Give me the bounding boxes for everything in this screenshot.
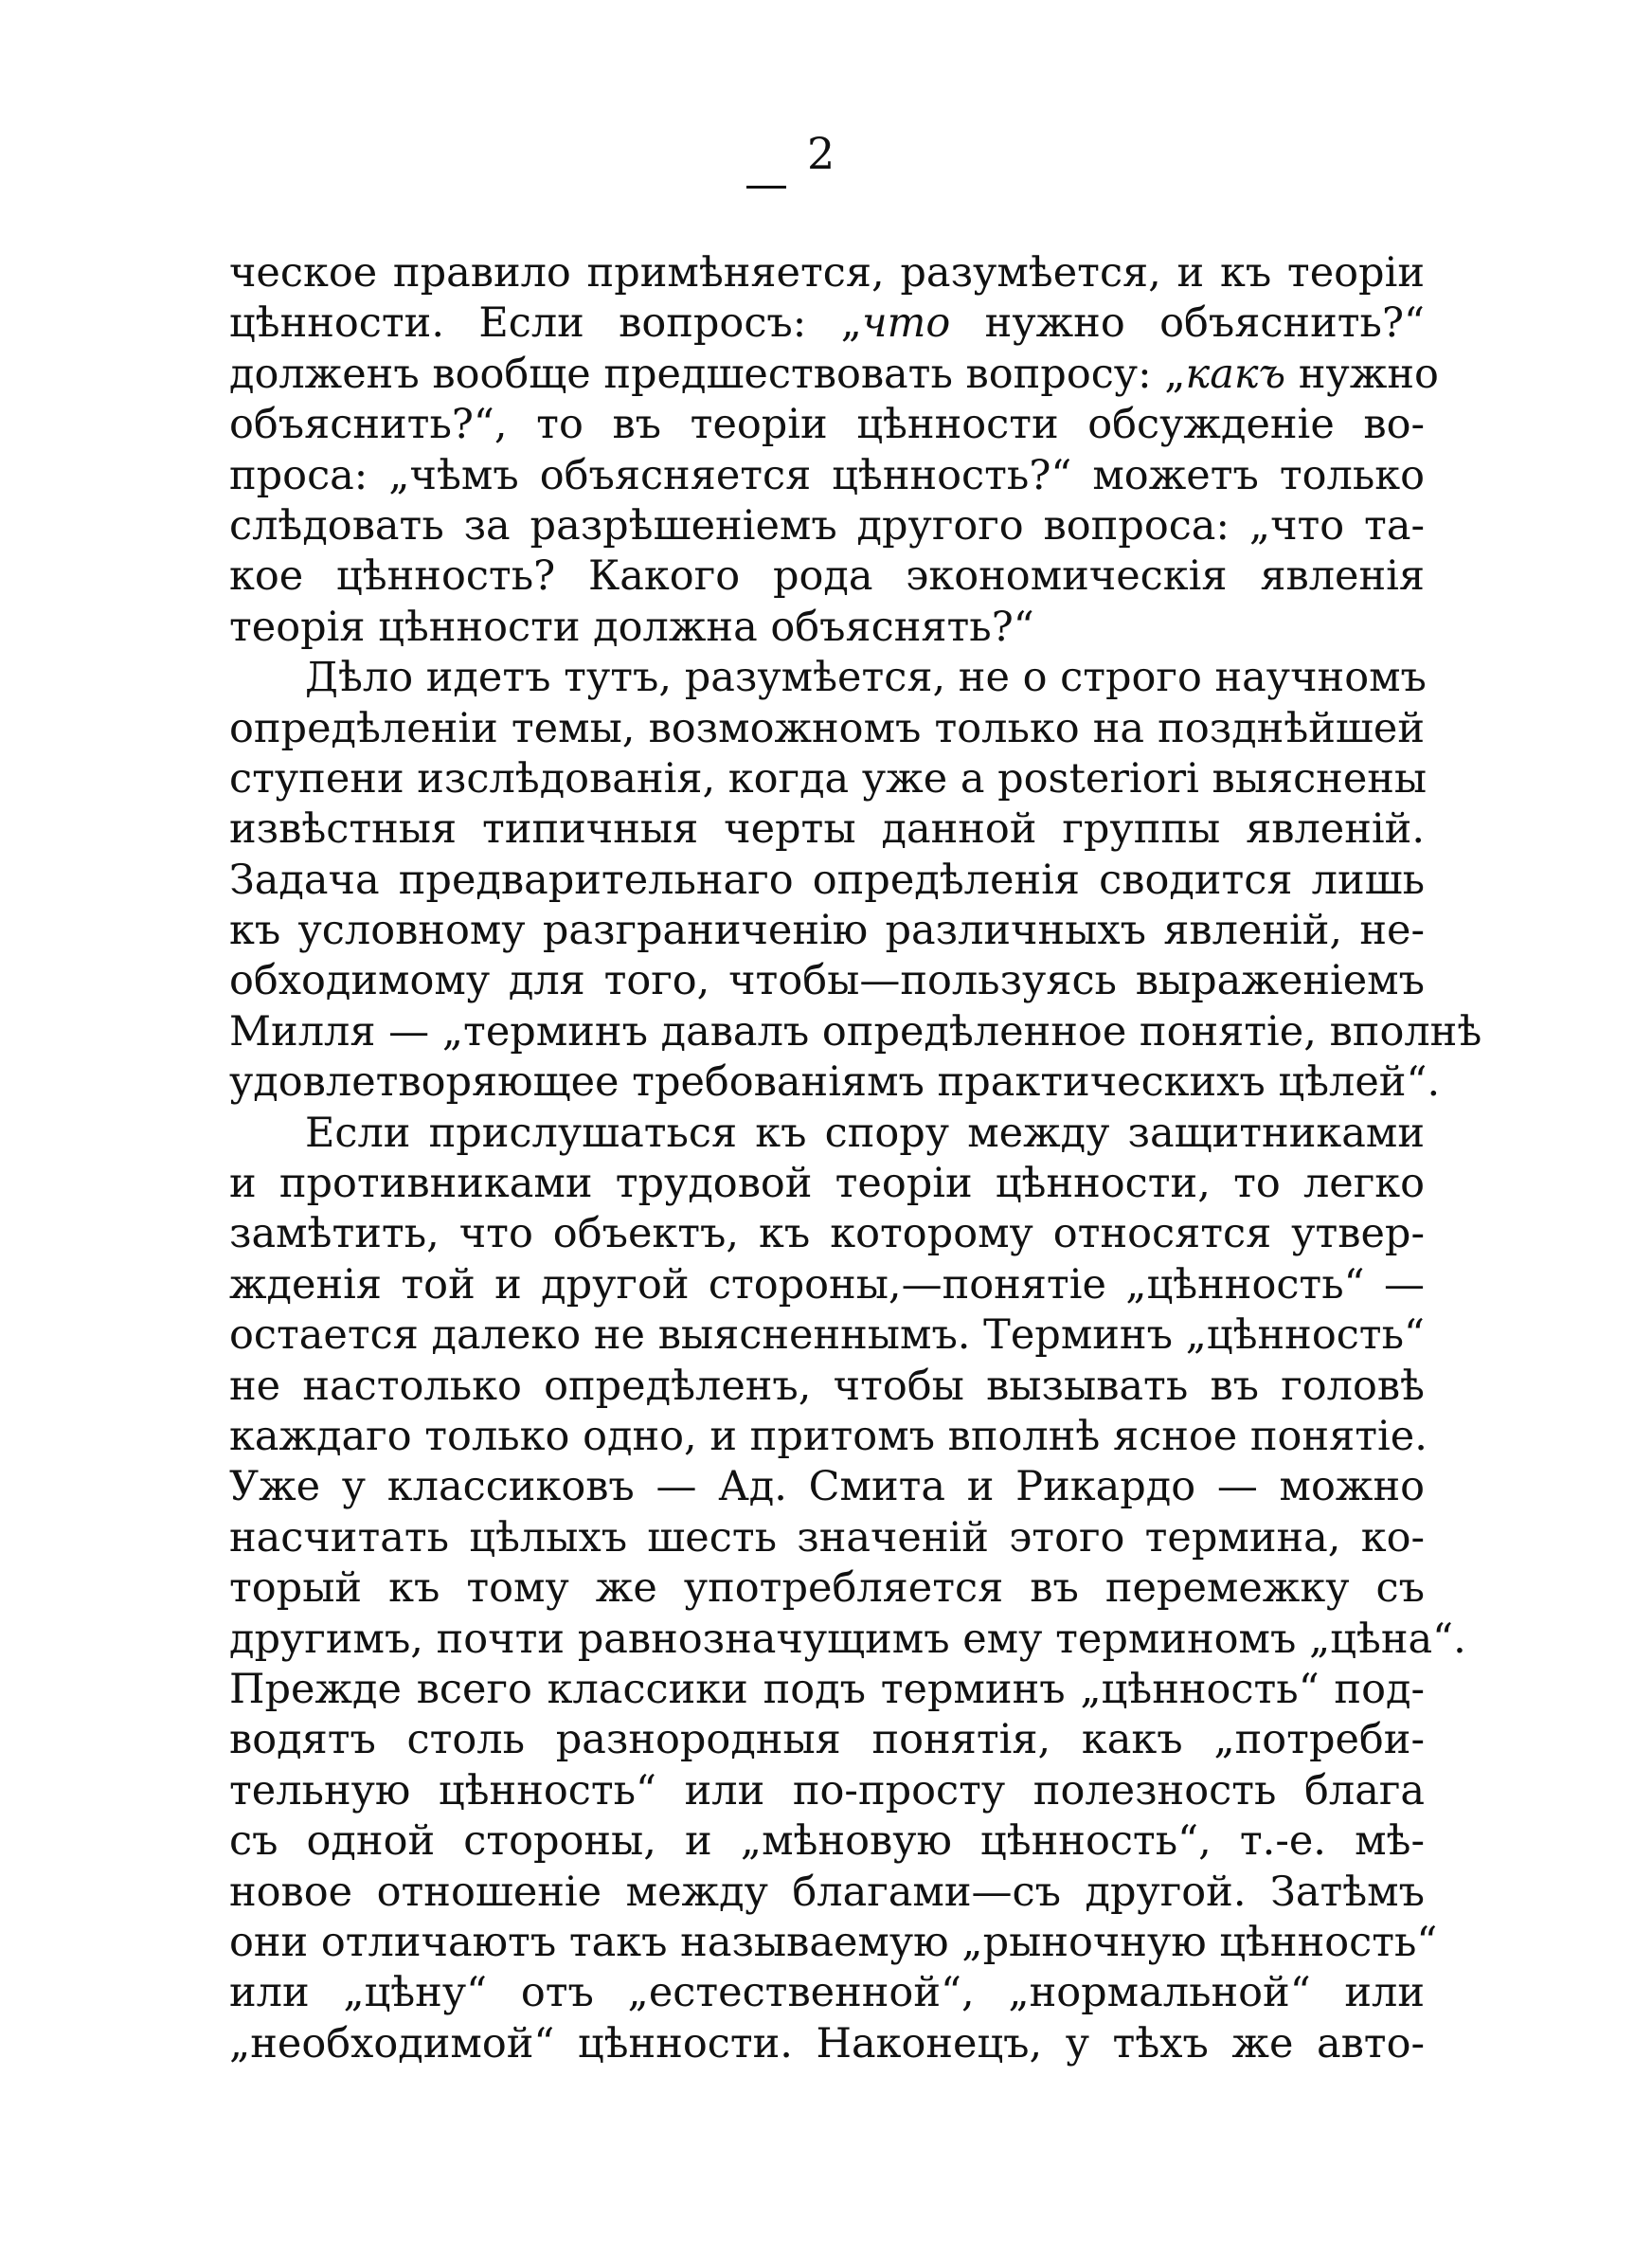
text-line: „необходимой“ цѣнности. Наконецъ, у тѣхъ же авто- (229, 2019, 1425, 2067)
text-line: объяснить?“, то въ теоріи цѣнности обсужденіе во- (229, 401, 1425, 449)
text-line: Задача предварительнаго опредѣленія сводится лишь (229, 856, 1425, 904)
text-line: тельную цѣнность“ или по-просту полезность блага (229, 1766, 1425, 1815)
text-line: обходимому для того, чтобы—пользуясь выраженіемъ (229, 957, 1425, 1005)
text-line: съ одной стороны, и „мѣновую цѣнность“, т.-е. мѣ- (229, 1817, 1425, 1866)
text-line: новое отношеніе между благами—съ другой. Затѣмъ (229, 1868, 1425, 1916)
text-line: остается далеко не выясненнымъ. Терминъ „цѣнность“ (229, 1311, 1425, 1360)
text-line: проса: „чѣмъ объясняется цѣнность?“ можетъ только (229, 451, 1425, 499)
text-line: теорія цѣнности должна объяснять?“ (229, 603, 1034, 651)
text-line: торый къ тому же употребляется въ перемежку съ (229, 1564, 1425, 1613)
text-line: жденія той и другой стороны,—понятіе „цѣнность“ — (229, 1260, 1425, 1309)
text-line: замѣтить, что объектъ, къ которому относятся утвер- (229, 1210, 1425, 1258)
text-line: кое цѣнность? Какого рода экономическія явленія (229, 552, 1425, 601)
text-line: другимъ, почти равнозначущимъ ему терминомъ „цѣна“. (229, 1615, 1466, 1663)
text-line: Уже у классиковъ — Ад. Смита и Рикардо — можно (229, 1463, 1425, 1511)
italic-word: какъ (1185, 350, 1286, 398)
text-line: удовлетворяющее требованіямъ практическихъ цѣлей“. (229, 1058, 1441, 1107)
text-line: къ условному разграниченію различныхъ явленій, не- (229, 907, 1425, 955)
paragraph-start: Дѣло идетъ тутъ, разумѣется, не о строго научномъ (305, 654, 1427, 702)
header-dash (746, 186, 786, 189)
paragraph-start: Если прислушаться къ спору между защитниками (305, 1109, 1425, 1157)
text-line: ческое правило примѣняется, разумѣется, и къ теоріи (229, 249, 1425, 297)
page-header (0, 125, 1652, 201)
text-line: ступени изслѣдованія, когда уже a posteriori выяснены (229, 754, 1428, 803)
italic-word: что (861, 299, 951, 348)
text-line: цѣнности. Если вопросъ: „что нужно объяснить?“ (229, 299, 1425, 348)
text-line: извѣстныя типичныя черты данной группы явленій. (229, 805, 1425, 854)
text-line: или „цѣну“ отъ „естественной“, „нормальной“ или (229, 1969, 1425, 2017)
page-number: 2 (807, 128, 835, 179)
text-line: не настолько опредѣленъ, чтобы вызывать въ головѣ (229, 1362, 1425, 1410)
text-line: Милля — „терминъ давалъ опредѣленное понятіе, вполнѣ (229, 1007, 1482, 1056)
text-line: слѣдовать за разрѣшеніемъ другого вопроса: „что та- (229, 501, 1425, 550)
text-line: долженъ вообще предшествовать вопросу: „какъ нужно (229, 350, 1439, 398)
text-line: водятъ столь разнородныя понятія, какъ „потреби- (229, 1716, 1425, 1764)
text-line: насчитать цѣлыхъ шесть значеній этого термина, ко- (229, 1513, 1425, 1562)
text-line: каждаго только одно, и притомъ вполнѣ ясное понятіе. (229, 1412, 1428, 1460)
body-text (229, 248, 1482, 2069)
text-line: опредѣленіи темы, возможномъ только на позднѣйшей (229, 704, 1425, 752)
text-line: Прежде всего классики подъ терминъ „цѣнность“ под- (229, 1665, 1425, 1713)
text-line: и противниками трудовой теоріи цѣнности, то легко (229, 1160, 1425, 1208)
text-line: они отличаютъ такъ называемую „рыночную цѣнность“ (229, 1918, 1438, 1966)
